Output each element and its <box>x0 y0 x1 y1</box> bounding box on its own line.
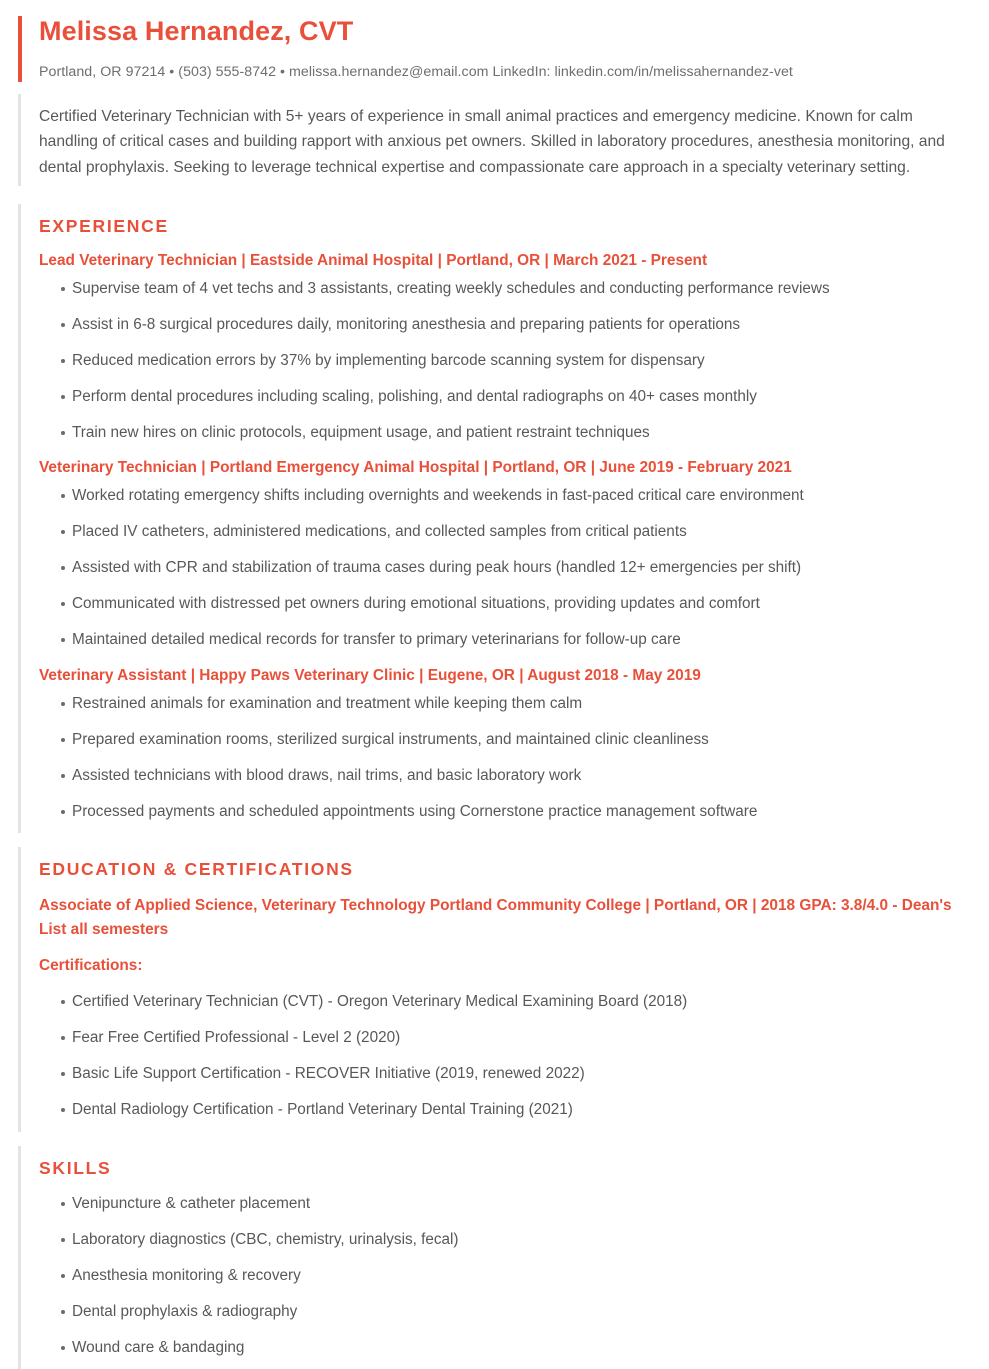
list-item: Supervise team of 4 vet techs and 3 assistants, creating weekly schedules and conducting performance reviews <box>61 278 967 301</box>
list-item: Assist in 6-8 surgical procedures daily, monitoring anesthesia and preparing patients for operations <box>61 314 967 337</box>
list-item: Worked rotating emergency shifts including overnights and weekends in fast-paced critical care environment <box>61 485 967 508</box>
job-title: Veterinary Assistant | Happy Paws Veterinary Clinic | Eugene, OR | August 2018 - May 2019 <box>39 666 701 684</box>
section-heading-experience: EXPERIENCE <box>39 215 169 236</box>
list-item: Fear Free Certified Professional - Level 2 (2020) <box>61 1027 967 1050</box>
skills-list <box>39 1193 967 1360</box>
list-item: Wound care & bandaging <box>61 1337 967 1360</box>
list-item: Placed IV catheters, administered medications, and collected samples from critical patients <box>61 521 967 544</box>
job-bullet-list <box>39 485 967 652</box>
certifications-list <box>39 991 967 1122</box>
list-item: Reduced medication errors by 37% by implementing barcode scanning system for dispensary <box>61 350 967 373</box>
list-item: Basic Life Support Certification - RECOVER Initiative (2019, renewed 2022) <box>61 1063 967 1086</box>
certifications-label: Certifications: <box>39 957 143 975</box>
contact-line: Portland, OR 97214 • (503) 555-8742 • melissa.hernandez@email.com LinkedIn: linkedin.com/in/melissahernandez-vet <box>39 64 793 81</box>
job-bullet-list <box>39 278 967 445</box>
list-item: Dental Radiology Certification - Portland Veterinary Dental Training (2021) <box>61 1099 967 1122</box>
education-section <box>18 847 967 1131</box>
list-item: Processed payments and scheduled appointments using Cornerstone practice management software <box>61 801 967 824</box>
list-item: Prepared examination rooms, sterilized surgical instruments, and maintained clinic cleanliness <box>61 729 967 752</box>
degree-line: Associate of Applied Science, Veterinary Technology Portland Community College | Portland, OR | 2018 GPA: 3.8/4.0 - Dean's List all semesters <box>39 897 952 939</box>
list-item: Dental prophylaxis & radiography <box>61 1301 967 1324</box>
list-item: Maintained detailed medical records for transfer to primary veterinarians for follow-up care <box>61 629 967 652</box>
summary-block <box>18 94 967 186</box>
experience-entry <box>39 666 967 824</box>
list-item: Anesthesia monitoring & recovery <box>61 1265 967 1288</box>
experience-entry <box>39 251 967 444</box>
list-item: Laboratory diagnostics (CBC, chemistry, urinalysis, fecal) <box>61 1229 967 1252</box>
list-item: Venipuncture & catheter placement <box>61 1193 967 1216</box>
list-item: Train new hires on clinic protocols, equipment usage, and patient restraint techniques <box>61 422 967 445</box>
job-bullet-list <box>39 693 967 824</box>
list-item: Certified Veterinary Technician (CVT) - Oregon Veterinary Medical Examining Board (2018) <box>61 991 967 1014</box>
list-item: Assisted with CPR and stabilization of trauma cases during peak hours (handled 12+ emergencies per shift) <box>61 557 967 580</box>
job-title: Veterinary Technician | Portland Emergency Animal Hospital | Portland, OR | June 2019 - February 2021 <box>39 459 792 477</box>
list-item: Perform dental procedures including scaling, polishing, and dental radiographs on 40+ cases monthly <box>61 386 967 409</box>
page-title: Melissa Hernandez, CVT <box>39 16 354 46</box>
list-item: Communicated with distressed pet owners during emotional situations, providing updates and comfort <box>61 593 967 616</box>
experience-entry <box>39 458 967 651</box>
skills-section <box>18 1146 967 1369</box>
list-item: Restrained animals for examination and treatment while keeping them calm <box>61 693 967 716</box>
section-heading-skills: SKILLS <box>39 1157 112 1178</box>
list-item: Assisted technicians with blood draws, nail trims, and basic laboratory work <box>61 765 967 788</box>
section-heading-education: EDUCATION & CERTIFICATIONS <box>39 859 354 880</box>
experience-section <box>18 204 967 834</box>
job-title: Lead Veterinary Technician | Eastside Animal Hospital | Portland, OR | March 2021 - Present <box>39 251 708 269</box>
header-block <box>18 16 967 82</box>
summary-text: Certified Veterinary Technician with 5+ years of experience in small animal practices and emergency medicine. Known for calm handling of critical cases and building rapport with anxious pet owners. Skilled in laboratory procedures, anesthesia monitoring, and dental prophylaxis. Seeking to leverage technical expertise and compassionate care approach in a specialty veterinary setting. <box>39 108 945 176</box>
